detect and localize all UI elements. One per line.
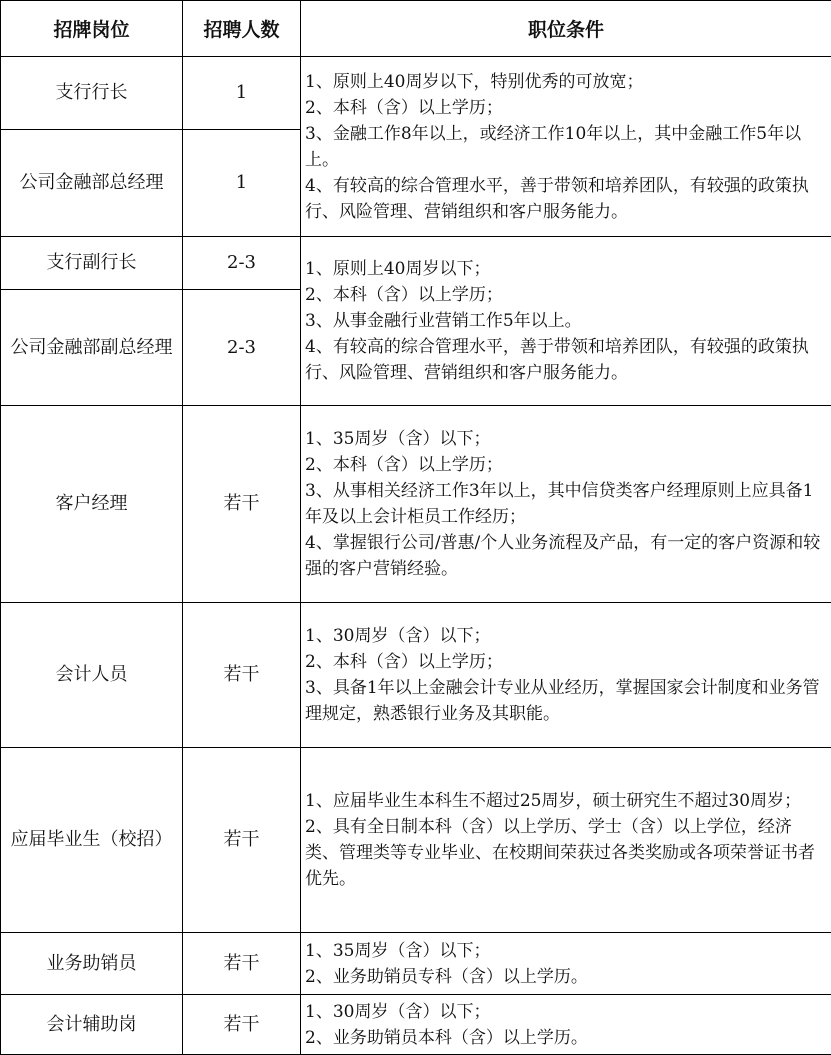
condition-item: 2、本科（含）以上学历； (305, 452, 825, 478)
position-count: 1 (183, 57, 301, 130)
position-conditions (301, 57, 831, 237)
position-name: 应届毕业生（校招） (1, 748, 183, 933)
condition-item: 1、原则上40周岁以下，特别优秀的可放宽； (305, 69, 825, 95)
condition-item: 3、具备1年以上金融会计专业从业经历，掌握国家会计制度和业务管理规定，熟悉银行业务及其职能。 (305, 675, 825, 727)
position-conditions (301, 603, 831, 748)
position-count: 若干 (183, 406, 301, 603)
position-count: 若干 (183, 603, 301, 748)
position-conditions (301, 748, 831, 933)
position-name: 公司金融部总经理 (1, 130, 183, 237)
condition-item: 4、有较高的综合管理水平，善于带领和培养团队，有较强的政策执行、风险管理、营销组织和客户服务能力。 (305, 334, 825, 386)
table-row (1, 933, 831, 995)
header-position: 招牌岗位 (1, 1, 183, 57)
position-count: 2-3 (183, 290, 301, 406)
condition-item: 1、30周岁（含）以下； (305, 999, 825, 1025)
table-row (1, 57, 831, 130)
header-count: 招聘人数 (183, 1, 301, 57)
condition-item: 2、本科（含）以上学历； (305, 95, 825, 121)
position-name: 公司金融部副总经理 (1, 290, 183, 406)
position-name: 会计辅助岗 (1, 995, 183, 1055)
condition-item: 2、业务助销员本科（含）以上学历。 (305, 1025, 825, 1051)
condition-item: 3、从事金融行业营销工作5年以上。 (305, 308, 825, 334)
header-conditions: 职位条件 (301, 1, 831, 57)
position-name: 客户经理 (1, 406, 183, 603)
condition-item: 4、掌握银行公司/普惠/个人业务流程及产品，有一定的客户资源和较强的客户营销经验。 (305, 530, 825, 582)
condition-item: 3、金融工作8年以上，或经济工作10年以上，其中金融工作5年以上。 (305, 121, 825, 173)
table-row (1, 406, 831, 603)
position-count: 1 (183, 130, 301, 237)
position-conditions (301, 237, 831, 406)
position-conditions (301, 933, 831, 995)
condition-item: 1、应届毕业生本科生不超过25周岁，硕士研究生不超过30周岁； (305, 788, 825, 814)
condition-item: 2、本科（含）以上学历； (305, 649, 825, 675)
table-row (1, 237, 831, 290)
condition-item: 1、原则上40周岁以下； (305, 256, 825, 282)
position-count: 2-3 (183, 237, 301, 290)
position-count: 若干 (183, 995, 301, 1055)
position-name: 支行行长 (1, 57, 183, 130)
position-conditions (301, 995, 831, 1055)
condition-item: 3、从事相关经济工作3年以上，其中信贷类客户经理原则上应具备1年及以上会计柜员工作经历； (305, 478, 825, 530)
condition-item: 2、业务助销员专科（含）以上学历。 (305, 964, 825, 990)
position-name: 业务助销员 (1, 933, 183, 995)
condition-item: 4、有较高的综合管理水平，善于带领和培养团队，有较强的政策执行、风险管理、营销组织和客户服务能力。 (305, 173, 825, 225)
position-conditions (301, 406, 831, 603)
condition-item: 1、35周岁（含）以下； (305, 426, 825, 452)
table-row (1, 748, 831, 933)
table-row (1, 995, 831, 1055)
position-name: 支行副行长 (1, 237, 183, 290)
condition-item: 2、本科（含）以上学历； (305, 282, 825, 308)
condition-item: 2、具有全日制本科（含）以上学历、学士（含）以上学位，经济类、管理类等专业毕业、在校期间荣获过各类奖励或各项荣誉证书者优先。 (305, 814, 825, 892)
position-count: 若干 (183, 933, 301, 995)
condition-item: 1、30周岁（含）以下； (305, 623, 825, 649)
condition-item: 1、35周岁（含）以下； (305, 938, 825, 964)
position-name: 会计人员 (1, 603, 183, 748)
position-count: 若干 (183, 748, 301, 933)
table-row (1, 603, 831, 748)
header-row (1, 1, 831, 57)
